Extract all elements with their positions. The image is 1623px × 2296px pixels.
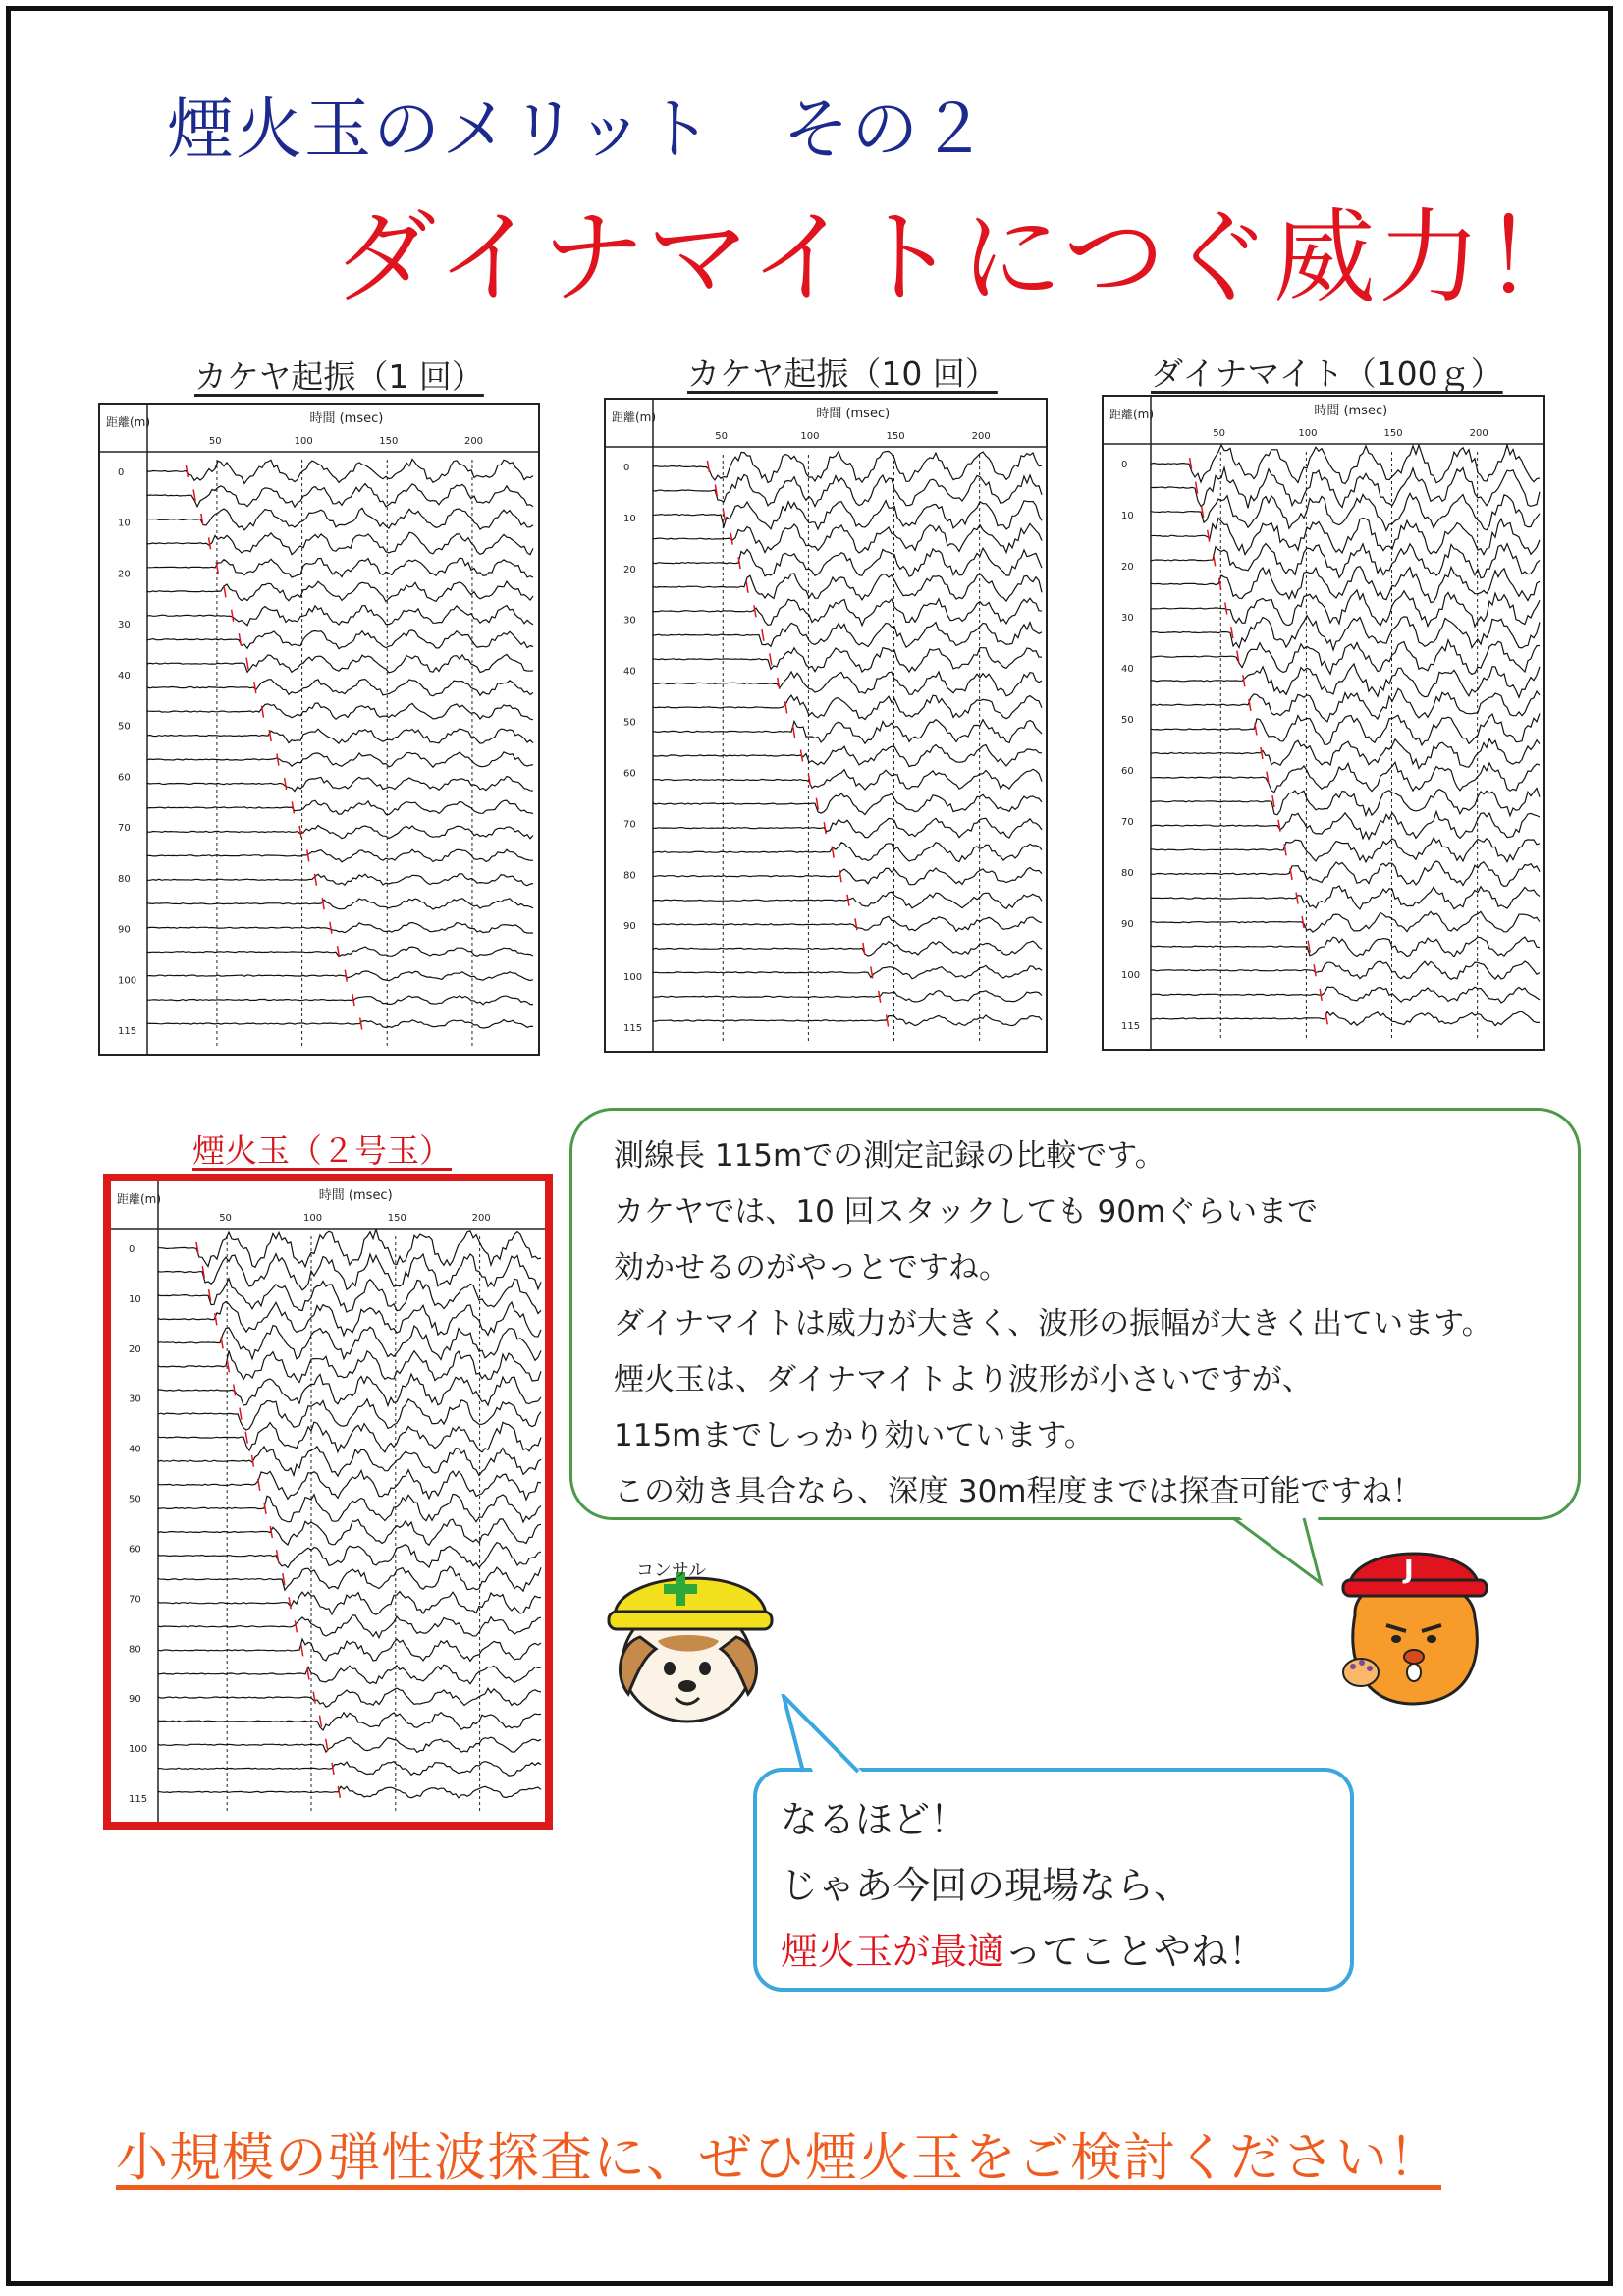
distance-tick-label: 30 [1121,613,1134,624]
distance-tick-label: 20 [118,569,131,580]
time-tick-label: 100 [294,436,313,447]
distance-tick-label: 30 [118,620,131,631]
time-tick-label: 200 [1469,428,1488,439]
mole-engineer-character [1335,1527,1492,1714]
distance-tick-label: 115 [118,1026,137,1037]
time-tick-label: 50 [208,436,222,447]
distance-tick-label: 50 [129,1494,141,1505]
explanation-line: 煙火玉は、ダイナマイトより波形が小さいですが、 [614,1362,1313,1397]
panel-caption-kakeya-10: カケヤ起振（10 回） [687,355,998,393]
time-axis-label: 時間 (msec) [816,407,891,421]
dog-helmet-text: コンサル [636,1560,707,1581]
reply-bubble-tail [774,1694,882,1777]
explanation-line: 115mまでしっかり効いています。 [614,1418,1095,1453]
distance-tick-label: 60 [1121,766,1134,777]
distance-tick-label: 90 [623,921,636,933]
time-tick-label: 200 [471,1213,491,1224]
mole-helmet-text: J [1404,1556,1414,1585]
seismic-record-dynamite [1102,395,1545,1051]
reply-bubble [753,1768,1354,1992]
distance-tick-label: 60 [129,1544,141,1556]
explanation-bubble-tail [1227,1512,1335,1591]
time-tick-label: 100 [303,1213,323,1224]
distance-tick-label: 90 [129,1694,141,1706]
distance-tick-label: 20 [1121,562,1134,573]
distance-tick-label: 100 [623,972,643,984]
seismic-record-kakeya-10 [604,398,1048,1053]
time-tick-label: 200 [971,431,991,442]
distance-tick-label: 50 [1121,715,1134,726]
distance-tick-label: 60 [623,768,636,780]
distance-tick-label: 20 [129,1343,141,1355]
footer-call-to-action: 小規模の弾性波探査に、ぜひ煙火玉をご検討ください！ [116,2128,1441,2188]
reply-highlight: 煙火玉が最適 [781,1930,1005,1973]
explanation-line: この効き具合なら、深度 30m程度までは探査可能ですね！ [614,1474,1423,1509]
explanation-line: 効かせるのがやっとですね。 [614,1250,1009,1285]
distance-tick-label: 40 [623,666,636,678]
seismic-traces [606,400,1046,1051]
distance-tick-label: 100 [118,975,137,987]
time-tick-label: 150 [1383,428,1403,439]
distance-tick-label: 80 [623,870,636,882]
seismic-record-kakeya-1 [98,403,540,1056]
dog-consultant-character [601,1547,778,1728]
explanation-bubble [569,1108,1581,1520]
distance-tick-label: 80 [118,873,131,885]
time-tick-label: 150 [379,436,399,447]
distance-tick-label: 100 [1121,970,1141,981]
distance-tick-label: 30 [623,615,636,627]
reply-line: 煙火玉が最適ってことやね！ [781,1930,1267,1973]
distance-tick-label: 10 [118,518,131,529]
distance-tick-label: 0 [118,467,125,478]
distance-tick-label: 100 [129,1744,148,1756]
panel-caption-fireworks: 煙火玉（２号玉） [192,1131,452,1170]
seismic-record-fireworks [103,1174,553,1830]
time-tick-label: 100 [1298,428,1318,439]
distance-tick-label: 10 [1121,511,1134,521]
explanation-line: ダイナマイトは威力が大きく、波形の振幅が大きく出ています。 [614,1306,1492,1341]
time-axis-label: 時間 (msec) [1314,404,1388,418]
distance-tick-label: 80 [129,1644,141,1656]
distance-tick-label: 40 [1121,664,1134,675]
distance-tick-label: 90 [1121,919,1134,930]
distance-axis-label: 距離(m) [1109,408,1155,421]
distance-tick-label: 10 [623,513,636,524]
distance-tick-label: 115 [623,1023,643,1034]
time-tick-label: 50 [715,431,729,442]
distance-tick-label: 40 [118,670,131,682]
distance-tick-label: 0 [129,1244,135,1255]
explanation-line: カケヤでは、10 回スタックしても 90mぐらいまで [614,1194,1319,1230]
time-tick-label: 150 [387,1213,406,1224]
distance-tick-label: 0 [623,463,630,473]
page-title: ダイナマイトにつぐ威力！ [334,197,1589,317]
distance-tick-label: 115 [1121,1021,1141,1032]
distance-tick-label: 20 [623,564,636,575]
time-tick-label: 100 [800,431,820,442]
distance-tick-label: 0 [1121,460,1128,470]
seismic-traces [100,405,538,1054]
reply-line: じゃあ今回の現場なら、 [781,1864,1192,1907]
distance-tick-label: 50 [623,717,636,729]
time-axis-label: 時間 (msec) [309,411,384,426]
distance-tick-label: 30 [129,1394,141,1405]
time-axis-label: 時間 (msec) [318,1188,393,1203]
panel-caption-dynamite: ダイナマイト（100ｇ） [1151,355,1503,393]
distance-tick-label: 10 [129,1293,141,1305]
reply-line: なるほど！ [781,1798,968,1841]
distance-tick-label: 80 [1121,868,1134,879]
distance-axis-label: 距離(m) [612,410,657,424]
panel-caption-kakeya-1: カケヤ起振（1 回） [194,357,484,396]
distance-axis-label: 距離(m) [106,415,151,429]
distance-tick-label: 70 [1121,817,1134,828]
distance-tick-label: 40 [129,1444,141,1455]
time-tick-label: 50 [219,1213,232,1224]
distance-tick-label: 70 [129,1594,141,1606]
distance-tick-label: 115 [129,1794,148,1805]
distance-tick-label: 70 [623,819,636,831]
seismic-traces [111,1181,545,1822]
time-tick-label: 50 [1213,428,1226,439]
distance-tick-label: 90 [118,924,131,936]
time-tick-label: 150 [886,431,905,442]
seismic-traces [1104,397,1543,1049]
page-subtitle: 煙火玉のメリット その２ [167,91,990,169]
distance-tick-label: 50 [118,721,131,733]
time-tick-label: 200 [463,436,484,447]
explanation-line: 測線長 115mでの測定記録の比較です。 [614,1138,1165,1174]
distance-tick-label: 60 [118,772,131,784]
distance-tick-label: 70 [118,823,131,835]
distance-axis-label: 距離(m) [117,1192,162,1206]
